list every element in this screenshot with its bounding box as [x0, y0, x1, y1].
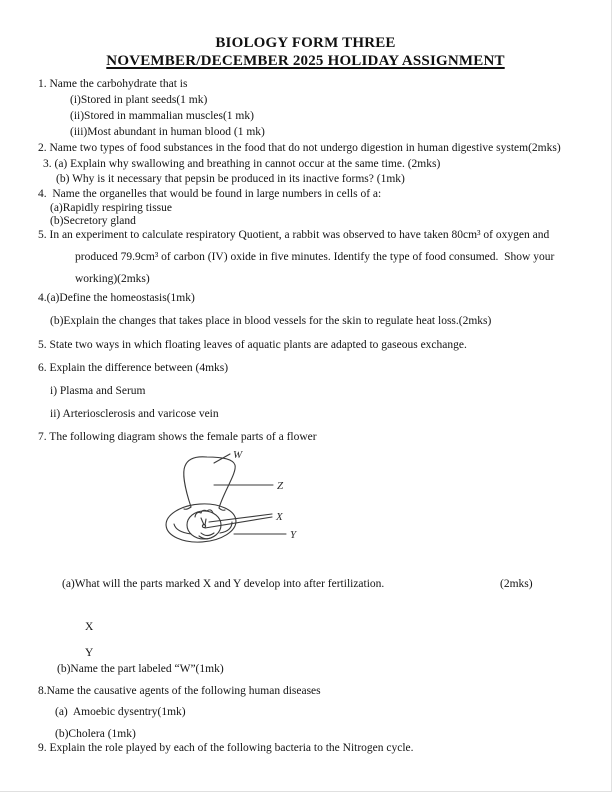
text-line: i) Plasma and Serum	[50, 385, 146, 397]
diagram-arc-bottom-inner	[201, 533, 214, 536]
text-line: ii) Arteriosclerosis and varicose vein	[50, 408, 219, 420]
text-line: 4.(a)Define the homeostasis(1mk)	[38, 292, 195, 304]
diagram-pointer-w	[214, 454, 230, 463]
marks-label: (2mks)	[500, 578, 533, 590]
diagram-label-x: X	[276, 511, 283, 523]
text-line: 5. State two ways in which floating leaves of aquatic plants are adapted to gaseous exchange.	[38, 339, 467, 351]
text-line: 7. The following diagram shows the female parts of a flower	[38, 431, 317, 443]
text-line: 1. Name the carbohydrate that is	[38, 78, 188, 90]
page-subtitle-text: NOVEMBER/DECEMBER 2025 HOLIDAY ASSIGNMENT	[106, 53, 505, 69]
text-line: 9. Explain the role played by each of the following bacteria to the Nitrogen cycle.	[38, 742, 414, 754]
text-line: 4. Name the organelles that would be found in large numbers in cells of a:	[38, 188, 382, 200]
text-line: (iii)Most abundant in human blood (1 mk)	[70, 126, 265, 138]
text-line: (a)Rapidly respiring tissue	[50, 202, 173, 214]
text-line: X	[85, 621, 94, 633]
diagram-label-y: Y	[290, 529, 297, 541]
diagram-style-foot-right	[219, 508, 225, 510]
text-line: (a)What will the parts marked X and Y develop into after fertilization.	[62, 578, 385, 590]
text-line: 5. In an experiment to calculate respiratory Quotient, a rabbit was observed to have taken 80cm³ of oxygen and	[38, 229, 550, 241]
text-line: 2. Name two types of food substances in the food that do not undergo digestion in human digestive system(2mks)	[38, 142, 561, 154]
flower-diagram	[125, 443, 325, 555]
diagram-label-z: Z	[277, 480, 284, 492]
page-subtitle	[0, 53, 611, 70]
text-line: 8.Name the causative agents of the following human diseases	[38, 685, 321, 697]
diagram-arc-left	[174, 524, 191, 534]
text-line: (ii)Stored in mammalian muscles(1 mk)	[70, 110, 254, 122]
diagram-label-w: W	[233, 449, 243, 461]
text-line: (b)Secretory gland	[50, 215, 136, 227]
text-line: (b)Cholera (1mk)	[55, 728, 136, 740]
text-line: (b)Name the part labeled “W”(1mk)	[57, 663, 224, 675]
text-line: 3. (a) Explain why swallowing and breathing in cannot occur at the same time. (2mks)	[43, 158, 441, 170]
text-line: (a) Amoebic dysentry(1mk)	[55, 706, 186, 718]
diagram-ovule-center	[202, 524, 205, 527]
text-line: produced 79.9cm³ of carbon (IV) oxide in five minutes. Identify the type of food consumed. Show your	[75, 251, 555, 263]
diagram-style-outline	[184, 457, 235, 508]
page-title: BIOLOGY FORM THREE	[215, 35, 396, 51]
text-line: (b)Explain the changes that takes place in blood vessels for the skin to regulate heat loss.(2mks)	[50, 315, 492, 327]
text-line: 6. Explain the difference between (4mks)	[38, 362, 229, 374]
diagram-ovary-wall	[165, 502, 237, 545]
diagram-pointer-x	[205, 514, 272, 528]
text-line: Y	[85, 647, 94, 659]
text-line: working)(2mks)	[75, 273, 150, 285]
text-line: (i)Stored in plant seeds(1 mk)	[70, 94, 208, 106]
text-line: (b) Why is it necessary that pepsin be produced in its inactive forms? (1mk)	[56, 173, 405, 185]
